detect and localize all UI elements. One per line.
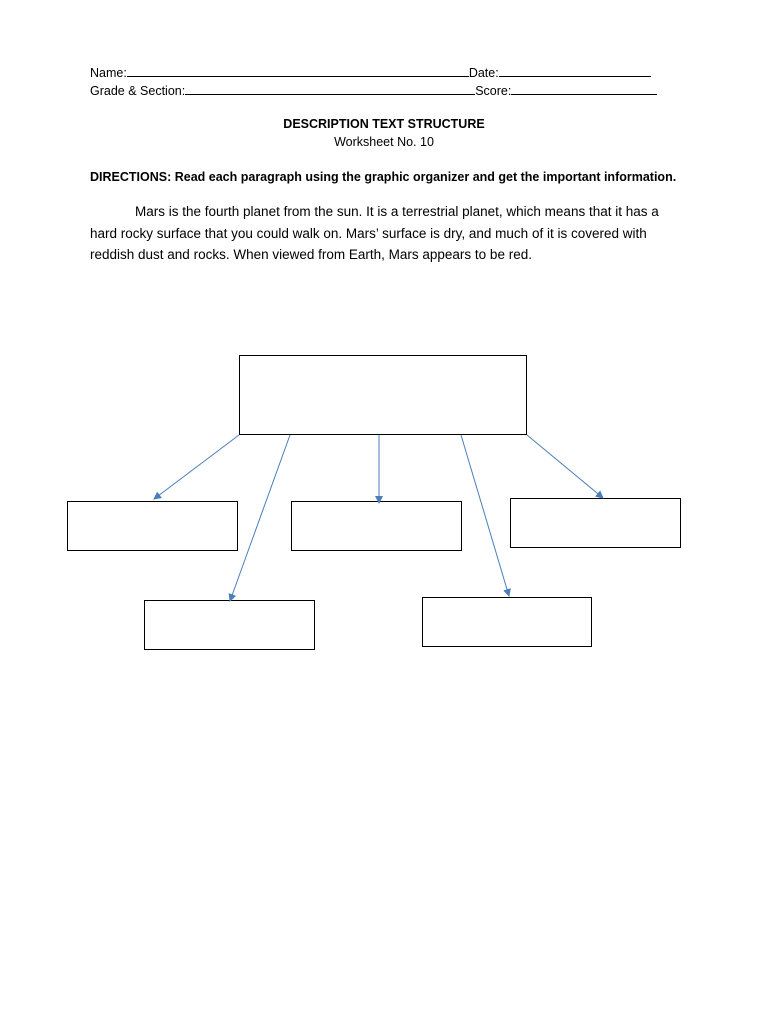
score-label: Score: <box>475 84 512 98</box>
detail-box-4[interactable] <box>145 601 315 650</box>
arrow-to-detail-1 <box>154 435 239 499</box>
name-label: Name: <box>90 66 127 80</box>
reading-paragraph: Mars is the fourth planet from the sun. It is a terrestrial planet, which means that it has a hard rocky surface that you could walk on. Mars’ surface is dry, and much of it is covered with reddish dust and rocks. When viewed from Earth, Mars appears to be red. <box>90 204 659 262</box>
worksheet-title: DESCRIPTION TEXT STRUCTURE <box>283 117 485 131</box>
detail-box-5[interactable] <box>423 598 592 647</box>
date-label: Date: <box>468 66 499 80</box>
detail-box-3[interactable] <box>511 499 681 548</box>
arrow-to-detail-5 <box>461 435 509 596</box>
directions: DIRECTIONS: Read each paragraph using the graphic organizer and get the important information. <box>90 170 677 184</box>
detail-box-2[interactable] <box>292 502 462 551</box>
main-idea-box[interactable] <box>240 356 527 435</box>
worksheet-subtitle: Worksheet No. 10 <box>334 135 434 149</box>
arrow-to-detail-3 <box>527 435 603 498</box>
grade-label: Grade & Section: <box>90 84 186 98</box>
detail-box-1[interactable] <box>68 502 238 551</box>
arrow-to-detail-4 <box>230 435 290 601</box>
